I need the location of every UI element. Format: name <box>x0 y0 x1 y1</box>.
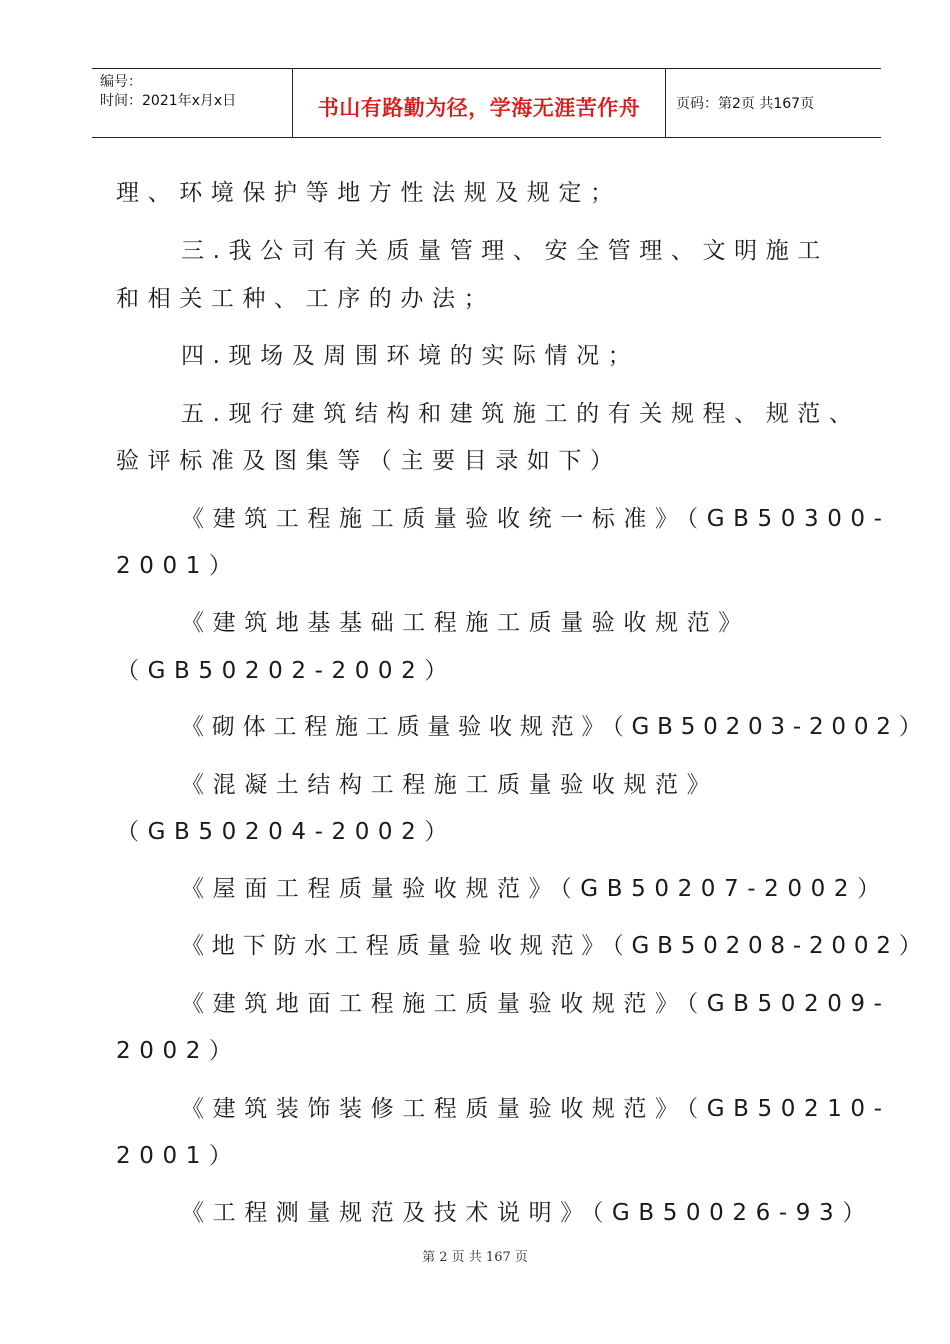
page-header <box>92 68 881 138</box>
body-line: 和相关工种、工序的办法； <box>116 286 496 312</box>
body-line: 三.我公司有关质量管理、安全管理、文明施工 <box>181 238 829 264</box>
header-motto-cell <box>292 69 666 137</box>
page-info: 页码：第2页 共167页 <box>676 96 815 112</box>
header-meta-cell <box>92 69 292 137</box>
body-line: 理、环境保护等地方性法规及规定； <box>116 180 622 206</box>
body-line: 2001） <box>116 553 241 579</box>
body-line: （GB50204-2002） <box>116 819 457 845</box>
body-line: 《建筑工程施工质量验收统一标准》（GB50300- <box>181 506 891 532</box>
date-line: 时间：2021年x月x日 <box>100 93 237 109</box>
header-page-cell <box>666 69 881 137</box>
body-line: 《地下防水工程质量验收规范》（GB50208-2002） <box>181 933 930 959</box>
body-line: 《工程测量规范及技术说明》（GB50026-93） <box>181 1200 874 1226</box>
page-footer: 第 2 页 共 167 页 <box>422 1250 528 1265</box>
body-line: 《建筑装饰装修工程质量验收规范》（GB50210- <box>181 1096 891 1122</box>
serial-label: 编号： <box>100 74 142 90</box>
body-line: 验评标准及图集等（主要目录如下） <box>116 448 622 474</box>
body-line: 四.现场及周围环境的实际情况； <box>181 343 640 369</box>
body-line: 《砌体工程施工质量验收规范》（GB50203-2002） <box>181 714 930 740</box>
body-line: 《建筑地面工程施工质量验收规范》（GB50209- <box>181 991 891 1017</box>
motto-text: 书山有路勤为径，学海无涯苦作舟 <box>317 96 641 120</box>
body-line: 《建筑地基基础工程施工质量验收规范》 <box>181 610 750 636</box>
body-line: 《屋面工程质量验收规范》（GB50207-2002） <box>181 876 889 902</box>
body-line: 2001） <box>116 1143 241 1169</box>
body-line: 五.现行建筑结构和建筑施工的有关规程、规范、 <box>181 401 861 427</box>
body-line: 2002） <box>116 1038 241 1064</box>
body-line: （GB50202-2002） <box>116 658 457 684</box>
body-line: 《混凝土结构工程施工质量验收规范》 <box>181 772 719 798</box>
